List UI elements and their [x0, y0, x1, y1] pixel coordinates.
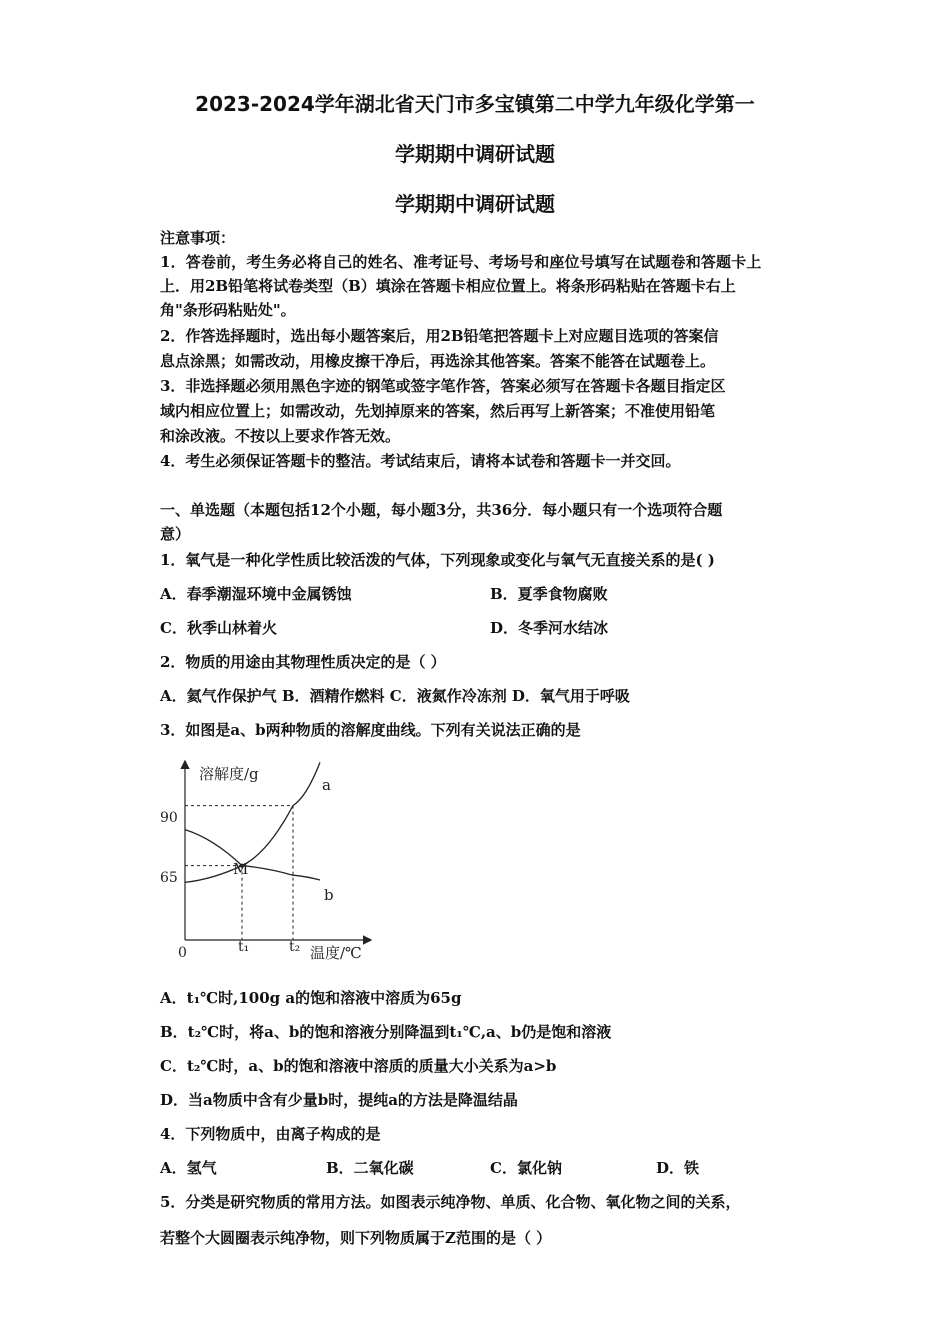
question-1-option-a: A．春季潮湿环境中金属锈蚀: [160, 585, 352, 603]
question-4-option-a: A．氢气: [160, 1159, 217, 1177]
exam-title-line-1: 2023-2024学年湖北省天门市多宝镇第二中学九年级化学第一: [195, 92, 755, 116]
exam-title-line-3: 学期期中调研试题: [395, 192, 555, 216]
question-3-option-b: B．t₂℃时，将a、b的饱和溶液分别降温到t₁℃,a、b仍是饱和溶液: [160, 1023, 612, 1041]
chart-x-axis-label: 温度/℃: [310, 944, 362, 962]
question-3-option-d: D．当a物质中含有少量b时，提纯a的方法是降温结晶: [160, 1091, 518, 1109]
question-1-option-b: B．夏季食物腐败: [490, 585, 608, 603]
notice-line-9: 4．考生必须保证答题卡的整洁。考试结束后，请将本试卷和答题卡一并交回。: [160, 452, 681, 470]
question-1-stem: 1．氧气是一种化学性质比较活泼的气体，下列现象或变化与氧气无直接关系的是( ): [160, 551, 715, 569]
chart-point-m-label: M: [233, 860, 249, 878]
notice-line-4: 2．作答选择题时，选出每小题答案后，用2B铅笔把答题卡上对应题目选项的答案信: [160, 327, 719, 345]
question-4-stem: 4．下列物质中，由离子构成的是: [160, 1125, 381, 1143]
chart-x-tick-t2: t₂: [289, 939, 301, 955]
notice-line-5: 息点涂黑；如需改动，用橡皮擦干净后，再选涂其他答案。答案不能答在试题卷上。: [160, 352, 716, 370]
chart-y-tick-65: 65: [160, 870, 178, 886]
question-5-stem-line-2: 若整个大圆圈表示纯净物，则下列物质属于Z范围的是（ ）: [160, 1229, 552, 1247]
notice-line-2: 上．用2B铅笔将试卷类型（B）填涂在答题卡相应位置上。将条形码粘贴在答题卡右上: [160, 277, 736, 295]
notice-line-6: 3．非选择题必须用黑色字迹的钢笔或签字笔作答，答案必须写在答题卡各题目指定区: [160, 377, 726, 395]
notice-heading: 注意事项：: [160, 229, 236, 247]
solubility-chart: [155, 752, 375, 967]
section-heading-line-1: 一、单选题（本题包括12个小题，每小题3分，共36分．每小题只有一个选项符合题: [160, 501, 723, 519]
chart-y-tick-90: 90: [160, 810, 178, 826]
chart-y-axis-label: 溶解度/g: [199, 765, 259, 783]
chart-series-a-label: a: [322, 776, 331, 794]
question-4-option-c: C．氯化钠: [490, 1159, 562, 1177]
question-1-option-d: D．冬季河水结冰: [490, 619, 609, 637]
question-4-option-d: D．铁: [656, 1159, 700, 1177]
question-2-stem: 2．物质的用途由其物理性质决定的是（ ）: [160, 653, 446, 671]
chart-origin-label: 0: [178, 945, 187, 961]
section-heading-line-2: 意）: [160, 525, 191, 543]
question-1-option-c: C．秋季山林着火: [160, 619, 277, 637]
curve-b: [185, 830, 320, 880]
question-3-stem: 3．如图是a、b两种物质的溶解度曲线。下列有关说法正确的是: [160, 721, 581, 739]
question-3-option-a: A．t₁℃时,100g a的饱和溶液中溶质为65g: [160, 989, 462, 1007]
notice-line-8: 和涂改液。不按以上要求作答无效。: [160, 427, 401, 445]
question-5-stem-line-1: 5．分类是研究物质的常用方法。如图表示纯净物、单质、化合物、氧化物之间的关系，: [160, 1193, 741, 1211]
notice-line-1: 1．答卷前，考生务必将自己的姓名、准考证号、考场号和座位号填写在试题卷和答题卡上: [160, 253, 762, 271]
chart-x-tick-t1: t₁: [238, 939, 250, 955]
exam-title-line-2: 学期期中调研试题: [395, 142, 555, 166]
question-3-option-c: C．t₂℃时，a、b的饱和溶液中溶质的质量大小关系为a>b: [160, 1057, 557, 1075]
question-4-option-b: B．二氧化碳: [326, 1159, 414, 1177]
question-2-options: A．氦气作保护气 B．酒精作燃料 C．液氮作冷冻剂 D．氧气用于呼吸: [160, 687, 630, 705]
chart-layer: [185, 762, 320, 940]
notice-line-3: 角"条形码粘贴处"。: [160, 301, 296, 319]
notice-line-7: 域内相应位置上；如需改动，先划掉原来的答案，然后再写上新答案；不准使用铅笔: [160, 402, 716, 420]
chart-series-b-label: b: [324, 886, 334, 904]
